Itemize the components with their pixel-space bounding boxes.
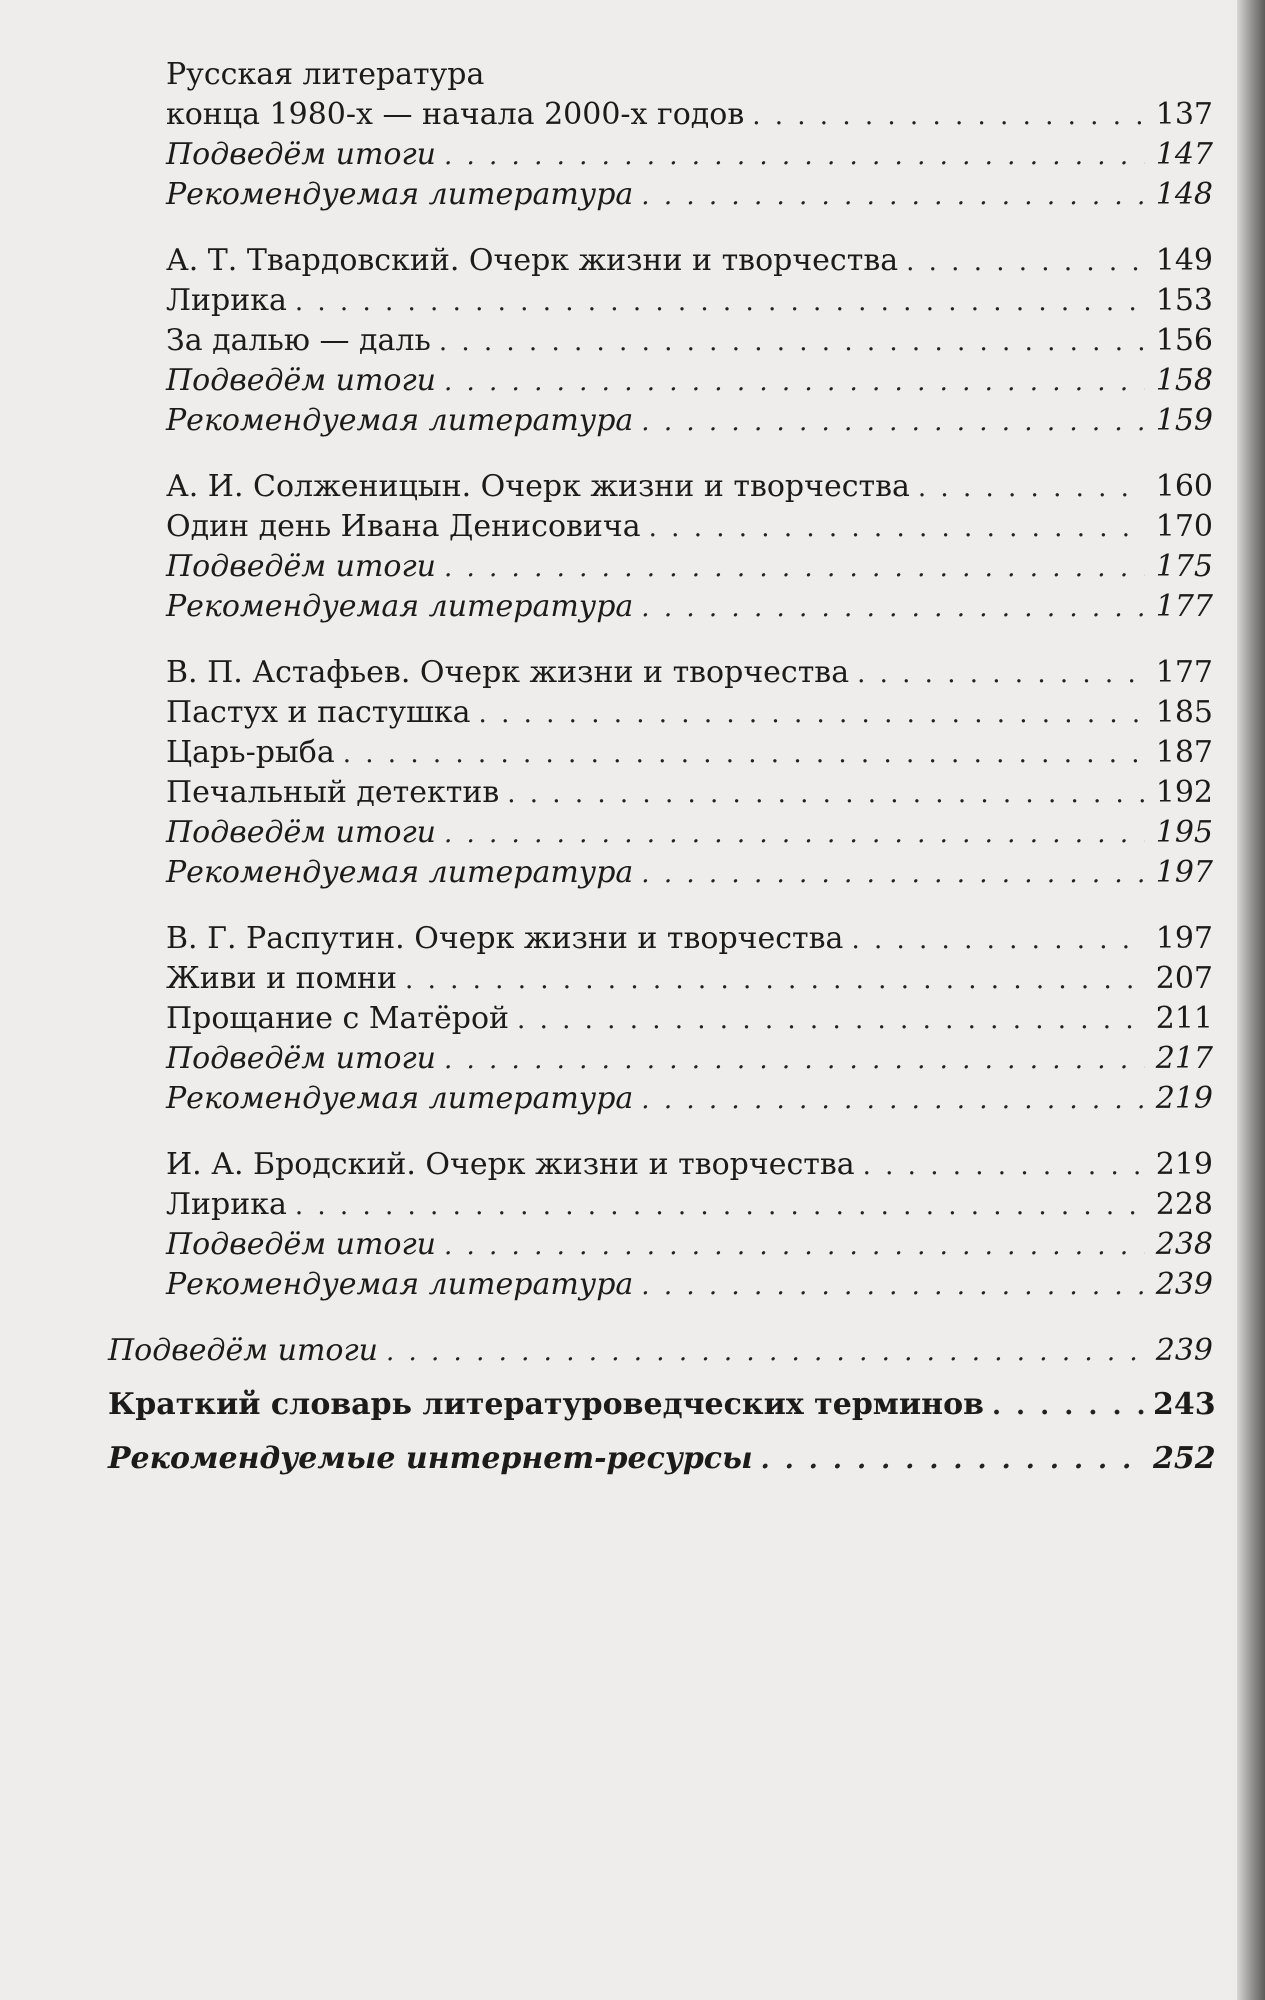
dot-leader — [444, 548, 1145, 588]
toc-entry[interactable] — [108, 1439, 1216, 1479]
toc-entry-page: 243 — [1153, 1387, 1216, 1422]
toc-entry[interactable] — [108, 587, 1213, 627]
toc-entry-page: 170 — [1155, 509, 1213, 544]
toc-entry-title: А. Т. Твардовский. Очерк жизни и творчества — [166, 243, 899, 278]
dot-leader — [906, 242, 1145, 282]
toc-entry[interactable] — [108, 959, 1213, 999]
dot-leader — [507, 774, 1145, 814]
toc-entry-page: 219 — [1155, 1081, 1213, 1116]
toc-entry[interactable] — [108, 281, 1213, 321]
toc-entry-title: Русская литература — [166, 57, 485, 92]
dot-leader — [863, 1146, 1145, 1186]
toc-section-tvardovsky — [108, 241, 1213, 441]
toc-entry[interactable] — [108, 773, 1213, 813]
toc-entry-page: 219 — [1155, 1147, 1213, 1182]
dot-leader — [517, 1000, 1145, 1040]
toc-entry-title: А. И. Солженицын. Очерк жизни и творчества — [166, 469, 910, 504]
toc-entry-title: Рекомендуемая литература — [166, 177, 634, 212]
dot-leader — [649, 508, 1145, 548]
dot-leader — [641, 1080, 1145, 1120]
toc-entry[interactable] — [108, 813, 1213, 853]
toc-entry[interactable] — [108, 1225, 1213, 1265]
toc-entry[interactable] — [108, 1145, 1213, 1185]
toc-entry-title: Прощание с Матёрой — [166, 1001, 510, 1036]
toc-entry-page: 187 — [1155, 735, 1213, 770]
toc-section-rasputin — [108, 919, 1213, 1119]
dot-leader — [444, 1040, 1145, 1080]
toc-entry-page: 177 — [1155, 589, 1213, 624]
toc-entry[interactable] — [108, 401, 1213, 441]
toc-entry-page: 185 — [1155, 695, 1213, 730]
toc-entry[interactable] — [108, 1385, 1216, 1425]
toc-entry-page: 137 — [1155, 97, 1213, 132]
toc-entry-title: Печальный детектив — [166, 775, 500, 810]
toc-entry-page: 158 — [1155, 363, 1213, 398]
toc-entry[interactable] — [108, 1079, 1213, 1119]
toc-entry[interactable] — [108, 547, 1213, 587]
toc-entry[interactable] — [108, 919, 1213, 959]
toc-entry[interactable] — [108, 1331, 1213, 1371]
toc-entry-title: Один день Ивана Денисовича — [166, 509, 641, 544]
toc-entry-page: 175 — [1155, 549, 1213, 584]
toc-entry-title: Рекомендуемые интернет-ресурсы — [108, 1441, 753, 1476]
toc-entry-title: Рекомендуемая литература — [166, 855, 634, 890]
toc-entry-title: Царь-рыба — [166, 735, 335, 770]
toc-entry-title: Подведём итоги — [108, 1333, 378, 1368]
toc-entry-page: 195 — [1155, 815, 1213, 850]
toc-entry-title: Подведём итоги — [166, 363, 436, 398]
table-of-contents — [108, 55, 1216, 1493]
toc-entry[interactable] — [108, 175, 1213, 215]
dot-leader — [295, 282, 1145, 322]
dot-leader — [295, 1186, 1145, 1226]
dot-leader — [918, 468, 1145, 508]
toc-entry-page: 177 — [1155, 655, 1213, 690]
toc-entry[interactable] — [108, 467, 1213, 507]
toc-entry-title: Подведём итоги — [166, 1227, 436, 1262]
dot-leader — [343, 734, 1145, 774]
dot-leader — [851, 920, 1145, 960]
dot-leader — [479, 694, 1145, 734]
dot-leader — [386, 1332, 1145, 1372]
toc-entry[interactable] — [108, 241, 1213, 281]
toc-entry-title: Подведём итоги — [166, 815, 436, 850]
toc-entry-title: Подведём итоги — [166, 1041, 436, 1076]
toc-entry[interactable] — [108, 1265, 1213, 1305]
dot-leader — [444, 814, 1145, 854]
dot-leader — [444, 1226, 1145, 1266]
toc-entry-title: За далью — даль — [166, 323, 431, 358]
toc-entry-page: 228 — [1155, 1187, 1213, 1222]
toc-entry-title: В. П. Астафьев. Очерк жизни и творчества — [166, 655, 850, 690]
toc-entry-page: 239 — [1155, 1333, 1213, 1368]
toc-entry[interactable] — [108, 999, 1213, 1039]
toc-entry[interactable] — [108, 1039, 1213, 1079]
toc-entry-title: Лирика — [166, 283, 287, 318]
toc-entry[interactable] — [108, 95, 1213, 135]
dot-leader — [444, 136, 1145, 176]
toc-entry-page: 207 — [1155, 961, 1213, 996]
dot-leader — [641, 1266, 1145, 1306]
dot-leader — [641, 854, 1145, 894]
toc-entry-page: 156 — [1155, 323, 1213, 358]
toc-entry-page: 153 — [1155, 283, 1213, 318]
toc-entry-page: 160 — [1155, 469, 1213, 504]
toc-glossary — [108, 1385, 1216, 1425]
dot-leader — [857, 654, 1145, 694]
toc-entry-title: И. А. Бродский. Очерк жизни и творчества — [166, 1147, 855, 1182]
toc-entry-page: 217 — [1155, 1041, 1213, 1076]
toc-entry[interactable] — [108, 321, 1213, 361]
toc-section-solzhenitsyn — [108, 467, 1213, 627]
toc-entry[interactable] — [108, 693, 1213, 733]
dot-leader — [405, 960, 1145, 1000]
toc-entry[interactable] — [108, 1185, 1213, 1225]
toc-entry-title: Рекомендуемая литература — [166, 1081, 634, 1116]
dot-leader — [439, 322, 1145, 362]
page-edge-shadow — [1237, 0, 1265, 2000]
toc-entry-page: 159 — [1155, 403, 1213, 438]
toc-entry-page: 149 — [1155, 243, 1213, 278]
dot-leader — [752, 96, 1145, 136]
dot-leader — [641, 402, 1145, 442]
toc-entry-heading[interactable] — [108, 55, 1213, 95]
toc-entry-page: 148 — [1155, 177, 1213, 212]
toc-entry-title: Подведём итоги — [166, 549, 436, 584]
toc-internet-resources — [108, 1439, 1216, 1479]
toc-entry-title: конца 1980-х — начала 2000-х годов — [166, 97, 745, 132]
toc-entry-title: Краткий словарь литературоведческих терминов — [108, 1387, 984, 1422]
toc-section-brodsky — [108, 1145, 1213, 1305]
toc-section-astafiev — [108, 653, 1213, 893]
toc-entry-title: Рекомендуемая литература — [166, 403, 634, 438]
toc-entry-title: Лирика — [166, 1187, 287, 1222]
toc-entry-title: Рекомендуемая литература — [166, 1267, 634, 1302]
toc-entry[interactable] — [108, 853, 1213, 893]
toc-entry-page: 192 — [1155, 775, 1213, 810]
toc-entry-page: 239 — [1155, 1267, 1213, 1302]
toc-entry-page: 211 — [1155, 1001, 1213, 1036]
toc-entry-page: 238 — [1155, 1227, 1213, 1262]
dot-leader — [641, 588, 1145, 628]
toc-entry[interactable] — [108, 507, 1213, 547]
toc-entry-page: 197 — [1155, 921, 1213, 956]
toc-entry[interactable] — [108, 733, 1213, 773]
dot-leader — [444, 362, 1145, 402]
toc-section-modern-literature — [108, 55, 1213, 215]
toc-entry-page: 147 — [1155, 137, 1213, 172]
toc-final-summary — [108, 1331, 1213, 1371]
dot-leader — [641, 176, 1145, 216]
toc-entry[interactable] — [108, 653, 1213, 693]
toc-entry-title: Пастух и пастушка — [166, 695, 471, 730]
toc-entry[interactable] — [108, 135, 1213, 175]
toc-entry-page: 252 — [1153, 1441, 1216, 1476]
toc-entry-page: 197 — [1155, 855, 1213, 890]
toc-entry-title: Подведём итоги — [166, 137, 436, 172]
dot-leader — [761, 1440, 1145, 1480]
toc-entry-title: В. Г. Распутин. Очерк жизни и творчества — [166, 921, 844, 956]
toc-entry[interactable] — [108, 361, 1213, 401]
toc-entry-title: Рекомендуемая литература — [166, 589, 634, 624]
dot-leader — [992, 1386, 1145, 1426]
toc-entry-title: Живи и помни — [166, 961, 398, 996]
